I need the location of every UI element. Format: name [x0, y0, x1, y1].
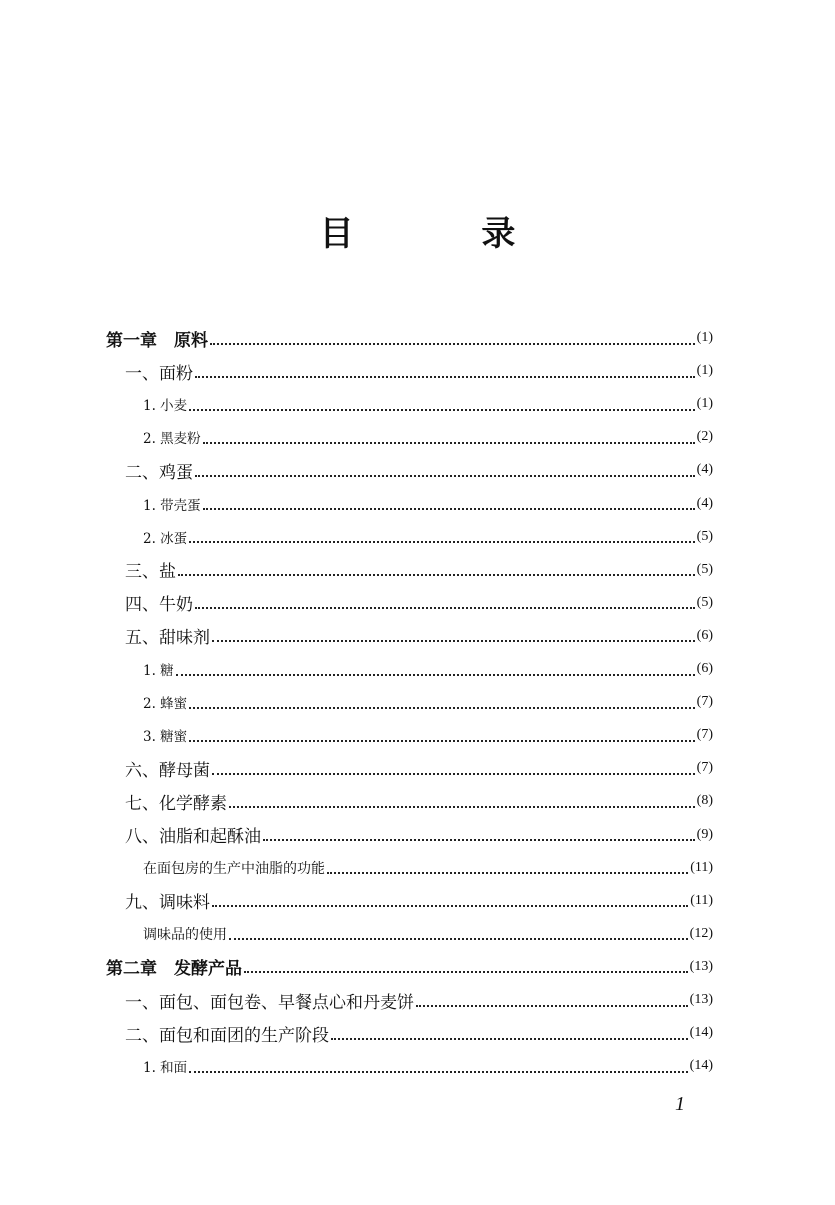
- toc-entry: [125, 621, 713, 651]
- toc-entry: [143, 687, 713, 717]
- dot-leader: [229, 805, 695, 808]
- page-title: 目 录: [319, 214, 574, 254]
- dot-leader: [212, 772, 695, 775]
- toc-entry-label: 调味品的使用: [143, 926, 227, 943]
- dot-leader: [244, 970, 688, 973]
- toc-entry-page: (6): [696, 627, 713, 643]
- toc-entry: [143, 422, 713, 452]
- dot-leader: [195, 606, 695, 609]
- toc-entry: [106, 323, 713, 353]
- toc-entry-page: (7): [696, 694, 713, 710]
- toc-entry: [143, 919, 713, 949]
- toc-entry-page: (1): [696, 396, 713, 412]
- toc-entry: [125, 820, 713, 850]
- dot-leader: [189, 540, 695, 543]
- toc-entry-label: 1. 和面: [143, 1060, 188, 1077]
- dot-leader: [189, 1070, 688, 1073]
- toc-entry: [125, 786, 713, 816]
- toc-entry: [125, 1018, 713, 1048]
- toc-entry-page: (5): [696, 561, 713, 577]
- toc-entry-label: 3. 糖蜜: [143, 729, 188, 746]
- toc-entry-label: 三、盐: [125, 562, 176, 583]
- toc-entry-label: 一、面包、面包卷、早餐点心和丹麦饼: [125, 992, 414, 1013]
- toc-entry: [125, 985, 713, 1015]
- toc-entry-label: 在面包房的生产中油脂的功能: [143, 860, 325, 877]
- toc-entry-page: (4): [696, 462, 713, 478]
- toc-entry-page: (13): [689, 958, 713, 974]
- toc-entry-page: (11): [690, 892, 713, 908]
- toc-entry: [125, 753, 713, 783]
- dot-leader: [327, 871, 688, 874]
- toc-entry: [125, 886, 713, 916]
- toc-entry-label: 七、化学酵素: [125, 793, 227, 814]
- dot-leader: [189, 739, 695, 742]
- dot-leader: [210, 342, 695, 345]
- dot-leader: [416, 1004, 688, 1007]
- toc-entry-label: 二、面包和面团的生产阶段: [125, 1025, 329, 1046]
- dot-leader: [263, 838, 695, 841]
- toc-entry-label: 2. 黑麦粉: [143, 431, 201, 448]
- toc-entry-label: 第一章 原料: [106, 330, 208, 351]
- dot-leader: [176, 673, 695, 676]
- toc-entry-label: 六、酵母菌: [125, 760, 210, 781]
- toc-entry-page: (6): [696, 661, 713, 676]
- toc-entry: [106, 952, 713, 982]
- toc-entry-page: (13): [689, 992, 713, 1007]
- dot-leader: [178, 573, 695, 576]
- toc-entry-page: (11): [690, 859, 713, 875]
- toc-entry: [143, 489, 713, 519]
- toc-entry-page: (8): [696, 793, 713, 809]
- toc-entry-label: 一、面粉: [125, 363, 193, 384]
- toc-entry: [125, 588, 713, 618]
- toc-entry-page: (2): [696, 429, 713, 445]
- dot-leader: [212, 639, 695, 642]
- toc-entry-label: 第二章 发酵产品: [106, 959, 242, 980]
- toc-entry-page: (5): [696, 594, 713, 610]
- toc-entry-page: (1): [696, 330, 713, 345]
- toc-entry: [143, 853, 713, 883]
- toc-entry: [143, 1051, 713, 1081]
- toc-entry-label: 1. 带壳蛋: [143, 497, 201, 514]
- toc-entry: [143, 720, 713, 750]
- toc-entry-page: (9): [696, 826, 713, 842]
- dot-leader: [212, 904, 688, 907]
- dot-leader: [195, 375, 695, 378]
- toc-entry-page: (1): [696, 363, 713, 379]
- toc-entry-label: 八、油脂和起酥油: [125, 827, 261, 847]
- dot-leader: [203, 441, 695, 444]
- dot-leader: [189, 408, 695, 411]
- toc-entry-page: (14): [689, 1025, 713, 1041]
- toc-entry: [143, 389, 713, 419]
- toc-entry: [125, 555, 713, 585]
- dot-leader: [203, 507, 695, 510]
- page-number: 1: [675, 1093, 685, 1115]
- toc-entry: [125, 356, 713, 386]
- dot-leader: [195, 474, 695, 477]
- toc-entry-page: (7): [696, 760, 713, 776]
- toc-entry: [143, 654, 713, 684]
- toc-entry-page: (14): [689, 1058, 713, 1074]
- dot-leader: [229, 937, 688, 940]
- toc-entry-label: 五、甜味剂: [125, 628, 210, 649]
- toc-entry-label: 九、调味料: [125, 893, 210, 914]
- dot-leader: [331, 1037, 688, 1040]
- toc-entry: [143, 522, 713, 552]
- toc-entry-page: (12): [689, 925, 713, 941]
- toc-entry-page: (4): [696, 495, 713, 511]
- toc-entry: [125, 455, 713, 485]
- toc-entry-page: (7): [696, 727, 713, 743]
- toc-entry-label: 2. 蜂蜜: [143, 696, 188, 713]
- toc-entry-label: 2. 冰蛋: [143, 530, 188, 547]
- dot-leader: [189, 706, 695, 709]
- toc-entry-page: (5): [696, 528, 713, 544]
- toc-entry-label: 1. 小麦: [143, 398, 188, 415]
- toc-entry-label: 四、牛奶: [125, 595, 193, 616]
- toc-entry-label: 二、鸡蛋: [125, 462, 193, 483]
- toc-entry-label: 1. 糖: [143, 663, 174, 679]
